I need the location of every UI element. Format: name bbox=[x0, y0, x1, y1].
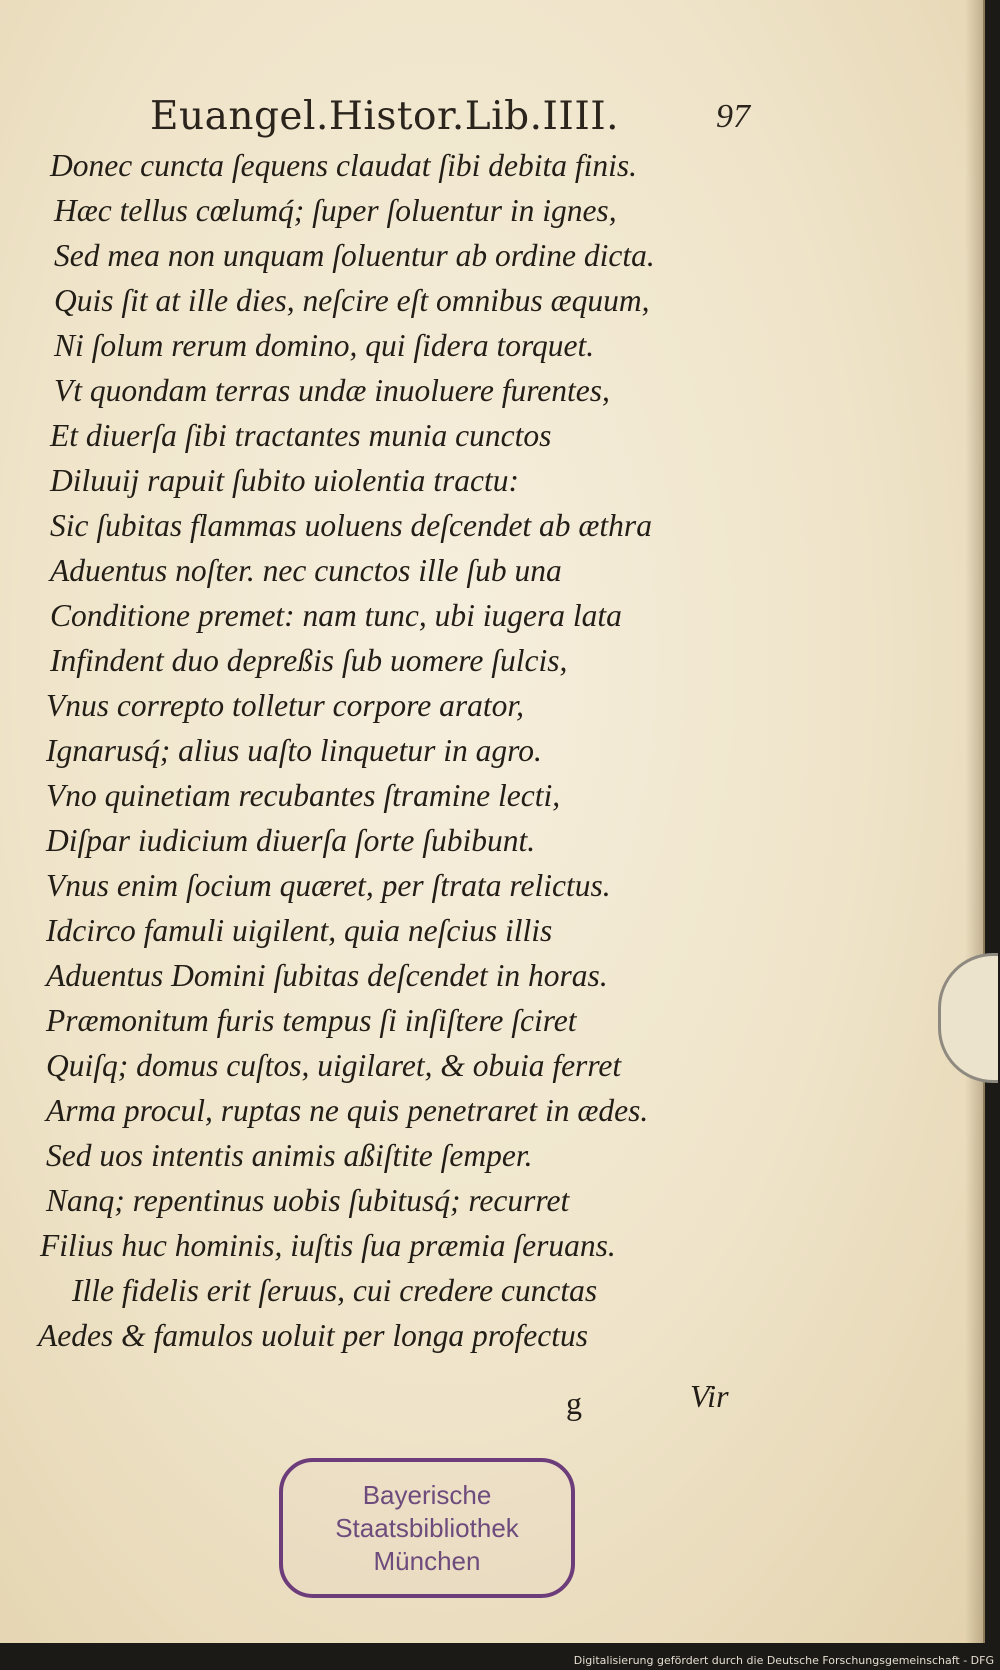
verse-line: Aedes & famulos uoluit per longa profectus bbox=[38, 1318, 589, 1353]
verse-line: Diſpar iudicium diuerſa ſorte ſubibunt. bbox=[46, 823, 536, 858]
verse-line: Vnus correpto tolletur corpore arator, bbox=[46, 688, 525, 723]
verse-line: Diluuij rapuit ſubito uiolentia tractu: bbox=[50, 463, 519, 498]
verse-line: Donec cuncta ſequens claudat ſibi debita finis. bbox=[50, 148, 638, 183]
verse-line: Vnus enim ſocium quæret, per ſtrata relictus. bbox=[46, 868, 611, 903]
library-stamp bbox=[279, 1458, 575, 1598]
stamp-line: Bayerische bbox=[362, 1479, 492, 1510]
signature-mark: g bbox=[566, 1385, 582, 1421]
verse-line: Hæc tellus cœlumq́; ſuper ſoluentur in ignes, bbox=[54, 193, 617, 228]
running-head: Euangel.Histor.Lib.IIII. bbox=[150, 94, 620, 139]
stamp-line: Staatsbibliothek bbox=[335, 1512, 519, 1543]
verse-line: Ni ſolum rerum domino, qui ſidera torquet. bbox=[54, 328, 595, 363]
verse-line: Aduentus Domini ſubitas deſcendet in horas. bbox=[46, 958, 608, 993]
verse-line: Aduentus noſter. nec cunctos ille ſub una bbox=[50, 553, 562, 588]
verse-line: Ille fidelis erit ſeruus, cui credere cunctas bbox=[72, 1273, 598, 1308]
verse-line: Arma procul, ruptas ne quis penetraret in ædes. bbox=[46, 1093, 649, 1128]
verse-line: Et diuerſa ſibi tractantes munia cunctos bbox=[50, 418, 552, 453]
verse-line: Præmonitum furis tempus ſi inſiſtere ſciret bbox=[46, 1003, 577, 1038]
folio-number: 97 bbox=[716, 98, 750, 135]
catchword: Vir bbox=[690, 1378, 729, 1414]
verse-line: Sed mea non unquam ſoluentur ab ordine dicta. bbox=[54, 238, 655, 273]
digitization-credit: Digitalisierung gefördert durch die Deutsche Forschungsgemeinschaft - DFG bbox=[573, 1654, 994, 1667]
verse-line: Quis ſit at ille dies, neſcire eſt omnibus æquum, bbox=[54, 283, 650, 318]
verse-line: Sic ſubitas flammas uoluens deſcendet ab æthra bbox=[50, 508, 652, 543]
verse-line: Filius huc hominis, iuſtis ſua præmia ſeruans. bbox=[40, 1228, 616, 1263]
verse-line: Ignarusq́; alius uaſto linquetur in agro. bbox=[46, 733, 542, 768]
verse-line: Vt quondam terras undæ inuoluere furentes, bbox=[54, 373, 610, 408]
page-edge-shadow bbox=[965, 0, 983, 1643]
verse-line: Sed uos intentis animis aßiſtite ſemper. bbox=[46, 1138, 533, 1173]
verse-line: Idcirco famuli uigilent, quia neſcius illis bbox=[46, 913, 553, 948]
verse-line: Vno quinetiam recubantes ſtramine lecti, bbox=[46, 778, 561, 813]
verse-line: Nanq; repentinus uobis ſubitusq́; recurret bbox=[46, 1183, 570, 1218]
verse-line: Quiſq; domus cuſtos, uigilaret, & obuia ferret bbox=[46, 1048, 622, 1083]
verse-line: Conditione premet: nam tunc, ubi iugera lata bbox=[50, 598, 622, 633]
verse-line: Infindent duo depreßis ſub uomere ſulcis, bbox=[50, 643, 568, 678]
stamp-line: München bbox=[373, 1545, 481, 1576]
